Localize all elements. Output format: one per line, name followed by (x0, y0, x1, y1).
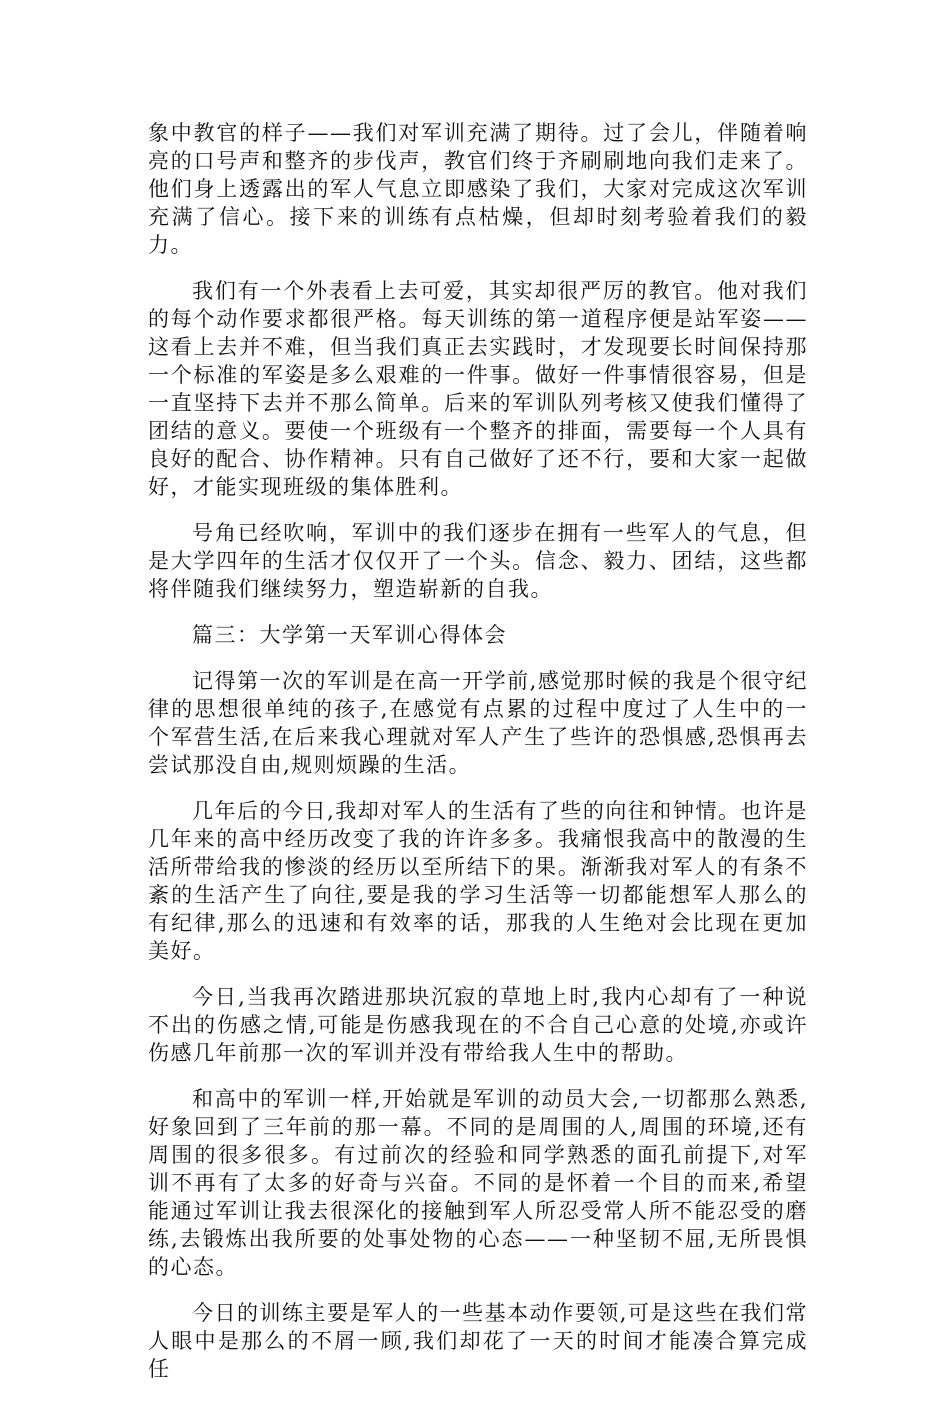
section-heading: 篇三：大学第一天军训心得体会 (192, 623, 507, 647)
paragraph-6: 今日,当我再次踏进那块沉寂的草地上时,我内心却有了一种说不出的伤感之情,可能是伤感我现在的不合自己心意的处境,亦或许伤感几年前那一次的军训并没有带给我人生中的帮助。 (148, 985, 808, 1065)
document-body (148, 119, 808, 1401)
paragraph-8: 今日的训练主要是军人的一些基本动作要领,可是这些在我们常人眼中是那么的不屑一顾,我们却花了一天的时间才能凑合算完成任 (148, 1301, 808, 1381)
paragraph-3: 号角已经吹响，军训中的我们逐步在拥有一些军人的气息，但是大学四年的生活才仅仅开了一个头。信念、毅力、团结，这些都将伴随我们继续努力，塑造崭新的自我。 (148, 521, 808, 601)
paragraph-2: 我们有一个外表看上去可爱，其实却很严厉的教官。他对我们的每个动作要求都很严格。每天训练的第一道程序便是站军姿——这看上去并不难，但当我们真正去实践时，才发现要长时间保持那一个标准的军姿是多么艰难的一件事。做好一件事情很容易，但是一直坚持下去并不那么简单。后来的军训队列考核又使我们懂得了团结的意义。要使一个班级有一个整齐的排面，需要每一个人具有良好的配合、协作精神。只有自己做好了还不行，要和大家一起做好，才能实现班级的集体胜利。 (148, 279, 808, 499)
paragraph-1: 象中教官的样子——我们对军训充满了期待。过了会儿，伴随着响亮的口号声和整齐的步伐声，教官们终于齐刷刷地向我们走来了。他们身上透露出的军人气息立即感染了我们，大家对完成这次军训充满了信心。接下来的训练有点枯燥，但却时刻考验着我们的毅力。 (148, 121, 808, 257)
paragraph-4: 记得第一次的军训是在高一开学前,感觉那时候的我是个很守纪律的思想很单纯的孩子,在感觉有点累的过程中度过了人生中的一个军营生活,在后来我心理就对军人产生了些许的恐惧感,恐惧再去尝试那没自由,规则烦躁的生活。 (148, 669, 808, 777)
paragraph-5: 几年后的今日,我却对军人的生活有了些的向往和钟情。也许是几年来的高中经历改变了我的许许多多。我痛恨我高中的散漫的生活所带给我的惨淡的经历以至所结下的果。渐渐我对军人的有条不紊的生活产生了向往,要是我的学习生活等一切都能想军人那么的有纪律,那么的迅速和有效率的话，那我的人生绝对会比现在更加美好。 (148, 799, 808, 963)
paragraph-7: 和高中的军训一样,开始就是军训的动员大会,一切都那么熟悉,好象回到了三年前的那一幕。不同的是周围的人,周围的环境,还有周围的很多很多。有过前次的经验和同学熟悉的面孔前提下,对军训不再有了太多的好奇与兴奋。不同的是怀着一个目的而来,希望能通过军训让我去很深化的接触到军人所忍受常人所不能忍受的磨练,去锻炼出我所要的处事处物的心态——一种坚韧不屈,无所畏惧的心态。 (148, 1087, 808, 1279)
